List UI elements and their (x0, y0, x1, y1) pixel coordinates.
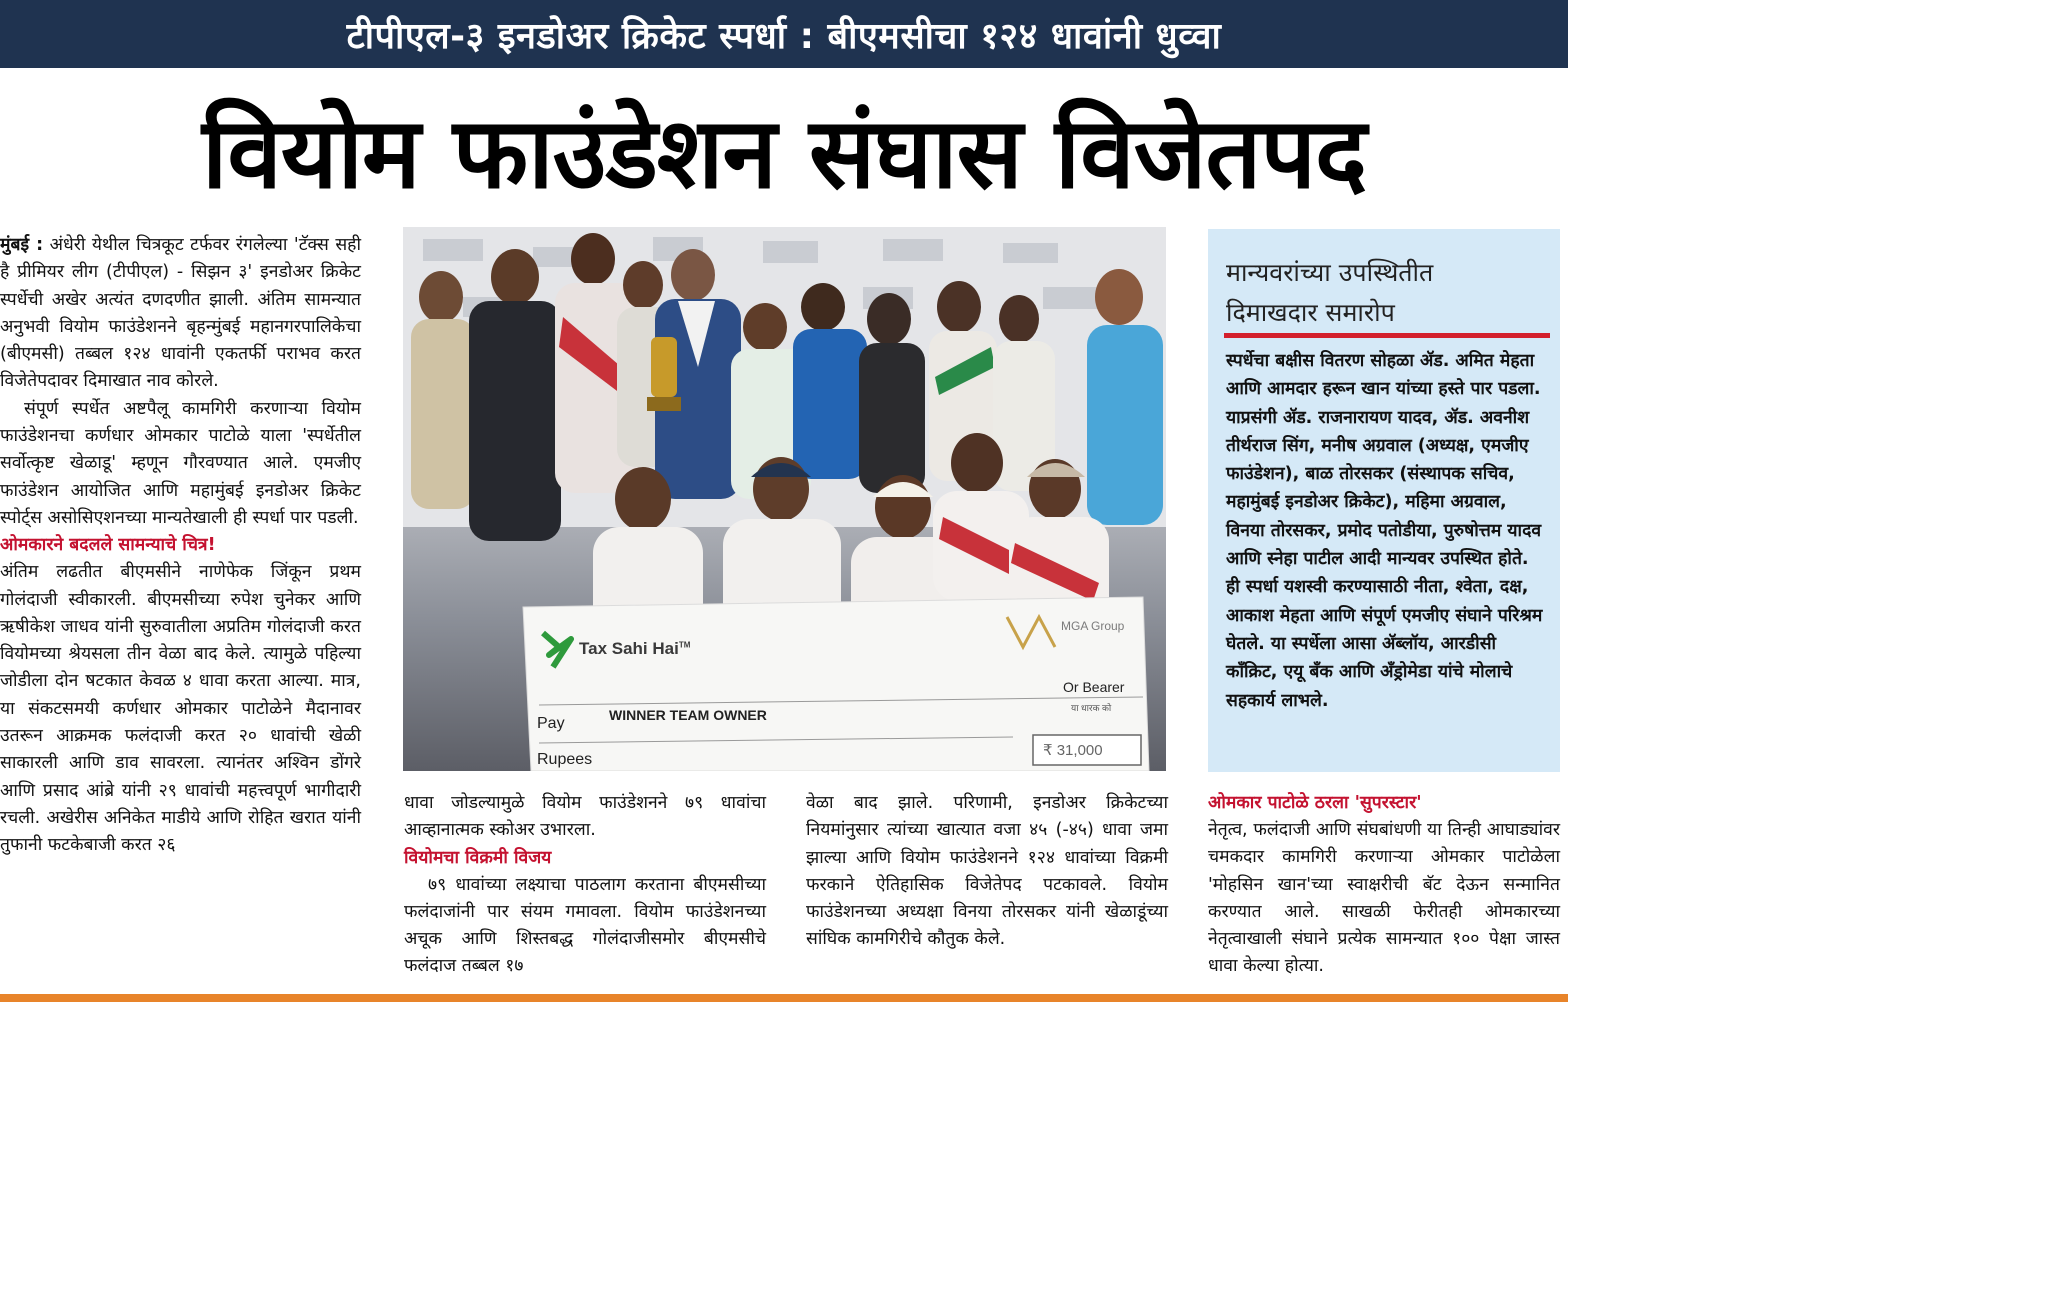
cheque-brand-tm: TM (678, 640, 691, 650)
sidebar-title-line-1: मान्यवरांच्या उपस्थितीत (1226, 258, 1434, 287)
article-paragraph-6: वेळा बाद झाले. परिणामी, इनडोअर क्रिकेटच्या नियमांनुसार त्यांच्या खात्यात वजा ४५ (-४५) धावा जमा झाल्या आणि वियोम फाउंडेशनने १२४ धावांच्या विक्रमी फरकाने ऐतिहासिक विजेतेपद पटकावले. वियोम फाउंडेशनच्या अध्यक्षा विनया तोरसकर यांनी खेळाडूंच्या सांघिक कामगिरीचे कौतुक केले. (806, 793, 1168, 950)
sidebar-box (1208, 229, 1560, 772)
footer-bar (0, 994, 1568, 1002)
paragraph-1-text: अंधेरी येथील चित्रकूट टर्फवर रंगलेल्या 'टॅक्स सही है प्रीमियर लीग (टीपीएल) - सिझन ३' इनडोअर क्रिकेट स्पर्धेची अखेर अत्यंत दणदणीत झाली. अंतिम सामन्यात अनुभवी वियोम फाउंडेशनने बृहन्मुंबई महानगरपालिकेचा (बीएमसी) तब्बल १२४ धावांनी एकतर्फी पराभव करत विजेतेपदावर दिमाखात नाव कोरले. (0, 235, 361, 392)
sidebar-title-line-2: दिमाखदार समारोप (1226, 298, 1395, 327)
sidebar-title (1226, 253, 1546, 333)
article-column-1 (0, 232, 361, 860)
sidebar-body: स्पर्धेचा बक्षीस वितरण सोहळा ॲड. अमित मेहता आणि आमदार हरून खान यांच्या हस्ते पार पडला. याप्रसंगी ॲड. राजनारायण यादव, ॲड. अवनीश तीर्थराज सिंग, मनीष अग्रवाल (अध्यक्ष, एमजीए फाउंडेशन), बाळ तोरसकर (संस्थापक सचिव, महामुंबई इनडोअर क्रिकेट), महिमा अग्रवाल, विनया तोरसकर, प्रमोद पतोडीया, पुरुषोत्तम यादव आणि स्नेहा पाटील आदी मान्यवर उपस्थित होते. ही स्पर्धा यशस्वी करण्यासाठी नीता, श्वेता, दक्ष, आकाश मेहता आणि संपूर्ण एमजीए संघाने परिश्रम घेतले. या स्पर्धेला आसा ॲब्लॉय, आरडीसी कॉंक्रिट, एयू बँक आणि ॲंड्रोमेडा यांचे मोलाचे सहकार्य लाभले. (1226, 351, 1543, 711)
cheque-brand-text: Tax Sahi Hai (579, 639, 679, 658)
subhead-record-win: वियोमचा विक्रमी विजय (404, 847, 552, 868)
article-paragraph-2: संपूर्ण स्पर्धेत अष्टपैलू कामगिरी करणाऱ्या वियोम फाउंडेशनचा कर्णधार ओमकार पाटोळे याला 'स्पर्धेतील सर्वोत्कृष्ट खेळाडू' म्हणून गौरवण्यात आले. एमजीए फाउंडेशन आयोजित आणि महामुंबई इनडोअर क्रिकेट स्पोर्ट्स असोसिएशनच्या मान्यतेखाली ही स्पर्धा पार पडली. (0, 398, 361, 528)
cheque-amount: ₹ 31,000 (1043, 742, 1103, 759)
article-paragraph-7: नेतृत्व, फलंदाजी आणि संघबांधणी या तिन्ही आघाड्यांवर चमकदार कामगिरी करणाऱ्या ओमकार पाटोळेला 'मोहसिन खान'च्या स्वाक्षरीची बॅट देऊन सन्मानित करण्यात आले. साखळी फेरीतही ओमकारच्या नेतृत्वाखाली संघाने प्रत्येक सामन्यात १०० पेक्षा जास्त धावा केल्या होत्या. (1208, 820, 1560, 977)
article-column-4 (1208, 790, 1560, 981)
team-photo-illustration (403, 227, 1166, 771)
subhead-superstar: ओमकार पाटोळे ठरला 'सुपरस्टार' (1208, 793, 1422, 813)
article-paragraph-4: धावा जोडल्यामुळे वियोम फाउंडेशनने ७९ धावांचा आव्हानात्मक स्कोअर उभारला. (404, 793, 766, 841)
headline: वियोम फाउंडेशन संघास विजेतपद (201, 97, 1367, 211)
article-paragraph-3: अंतिम लढतीत बीएमसीने नाणेफेक जिंकून प्रथम गोलंदाजी स्वीकारली. बीएमसीच्या रुपेश चुनेकर आणि ऋषीकेश जाधव यांनी सुरुवातीला अप्रतिम गोलंदाजी करत वियोमच्या श्रेयसला तीन वेळा बाद केले. त्यामुळे पहिल्या जोडीला दोन षटकात केवळ ४ धावा करता आल्या. मात्र, या संकटसमयी कर्णधार ओमकार पाटोळेने मैदानावर उतरून आक्रमक फलंदाजी करत २० धावांची खेळी साकारली आणि डाव सावरला. त्यानंतर अश्विन डोंगरे आणि प्रसाद आंब्रे यांनी २९ धावांची महत्त्वपूर्ण भागीदारी रचली. अखेरीस अनिकेत माडीये आणि रोहित खरात यांनी तुफानी फटकेबाजी करत २६ (0, 562, 361, 856)
cheque-bearer-hindi: या धारक को (1071, 703, 1112, 713)
team-photo (403, 227, 1166, 771)
kicker-banner (0, 0, 1568, 68)
cheque-payee: WINNER TEAM OWNER (609, 707, 767, 723)
cheque-brand (579, 639, 690, 659)
article-paragraph-5: ७९ धावांच्या लक्ष्याचा पाठलाग करताना बीएमसीच्या फलंदाजांनी पार संयम गमावला. वियोम फाउंडेशनच्या अचूक आणि शिस्तबद्ध गोलंदाजीसमोर बीएमसीचे फलंदाज तब्बल १७ (404, 874, 766, 977)
subhead-omkar-changed-match: ओमकारने बदलले सामन्याचे चित्र! (0, 535, 216, 556)
article-column-2 (404, 790, 766, 981)
cheque-rupees-label: Rupees (537, 751, 593, 768)
cheque-bearer: Or Bearer (1063, 679, 1125, 695)
cheque-sponsor: MGA Group (1061, 619, 1125, 633)
article-paragraph-1 (0, 232, 361, 396)
article-column-3 (806, 790, 1168, 954)
sidebar-rule (1224, 333, 1550, 338)
cheque-pay-label: Pay (537, 715, 565, 732)
dateline: मुंबई : (0, 235, 44, 255)
kicker-text: टीपीएल-३ इनडोअर क्रिकेट स्पर्धा : बीएमसीचा १२४ धावांनी धुव्वा (346, 15, 1222, 57)
